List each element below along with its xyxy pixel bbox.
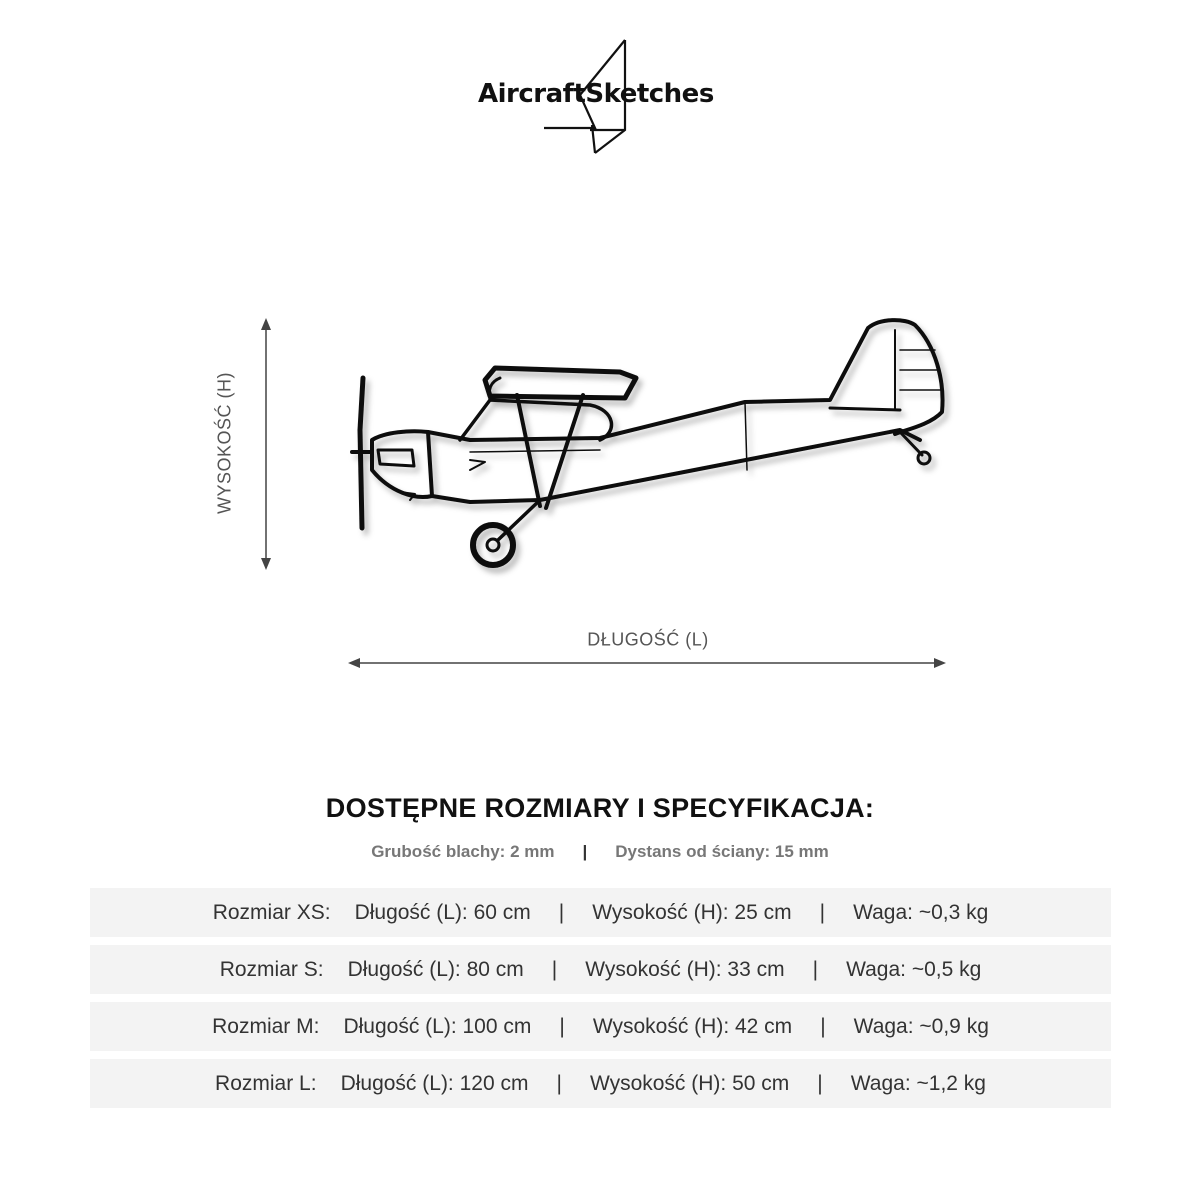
divider: | (559, 1014, 565, 1038)
size-length: Długość (L): 120 cm (340, 1071, 529, 1095)
size-height: Wysokość (H): 42 cm (592, 1014, 793, 1038)
size-height: Wysokość (H): 33 cm (585, 957, 785, 981)
size-name: Rozmiar XS: (212, 900, 331, 924)
size-weight: Waga: ~0,5 kg (846, 957, 982, 981)
size-name: Rozmiar M: (212, 1014, 320, 1038)
height-dimension-arrow (261, 318, 271, 570)
size-name: Rozmiar L: (215, 1071, 317, 1095)
size-height: Wysokość (H): 25 cm (592, 900, 792, 924)
size-length: Długość (L): 100 cm (343, 1014, 532, 1038)
spec-title: DOSTĘPNE ROZMIARY I SPECYFIKACJA: (325, 793, 875, 823)
divider: | (556, 1071, 562, 1095)
size-row-s (90, 945, 1111, 994)
size-height: Wysokość (H): 50 cm (589, 1071, 790, 1095)
divider: | (817, 1071, 823, 1095)
size-row-l (90, 1059, 1111, 1108)
size-row-xs (90, 888, 1111, 937)
size-length: Długość (L): 60 cm (354, 900, 531, 924)
size-weight: Waga: ~1,2 kg (850, 1071, 986, 1095)
divider: | (551, 957, 558, 981)
size-table (90, 888, 1111, 1116)
brand-name: AircraftSketches (478, 79, 714, 109)
size-weight: Waga: ~0,3 kg (853, 900, 989, 924)
size-weight: Waga: ~0,9 kg (853, 1014, 989, 1038)
divider: | (558, 900, 565, 924)
divider: | (582, 842, 588, 861)
size-length: Długość (L): 80 cm (347, 957, 524, 981)
height-dimension-label: WYSOKOŚĆ (H) (214, 371, 235, 515)
divider: | (812, 957, 819, 981)
divider: | (820, 1014, 826, 1038)
spec-subtitle (0, 842, 1200, 862)
sheet-thickness: Grubość blachy: 2 mm (371, 842, 555, 861)
airplane-silhouette-icon (352, 320, 943, 565)
size-name: Rozmiar S: (219, 957, 324, 981)
wall-distance: Dystans od ściany: 15 mm (615, 842, 829, 861)
length-dimension-arrow (348, 658, 946, 668)
size-row-m (90, 1002, 1111, 1051)
divider: | (819, 900, 826, 924)
length-dimension-label: DŁUGOŚĆ (L) (587, 629, 709, 650)
